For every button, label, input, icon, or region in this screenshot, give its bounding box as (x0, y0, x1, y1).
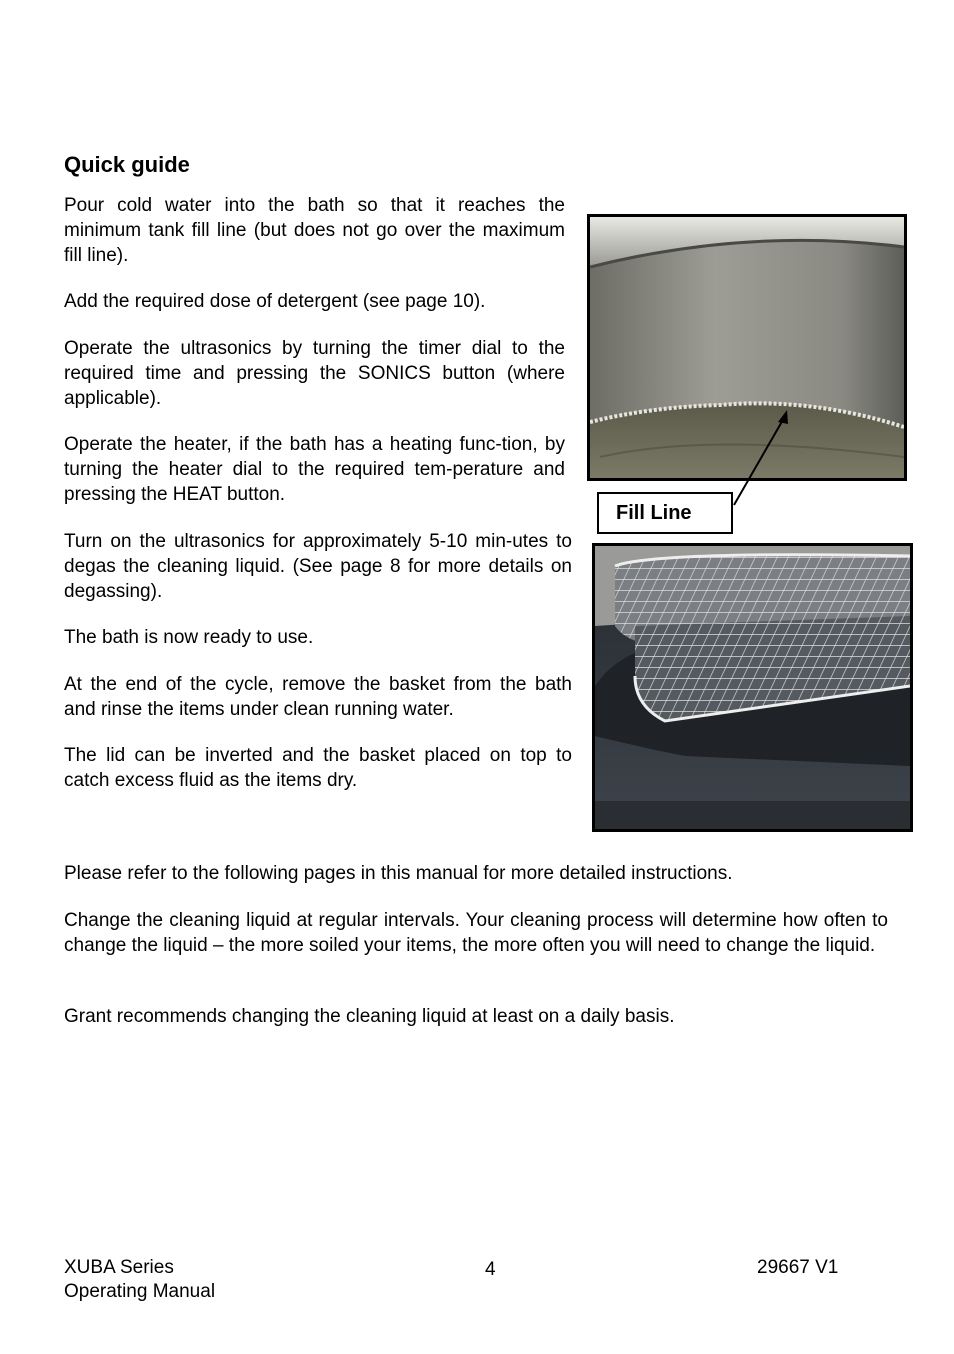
step-paragraph: Operate the heater, if the bath has a heating func-tion, by turning the heater dial to the required tem-perature and pressing the HEAT button. (64, 434, 565, 505)
page-title: Quick guide (64, 152, 190, 177)
step-paragraph: Add the required dose of detergent (see page 10). (64, 291, 486, 312)
footer-manual: Operating Manual (64, 1281, 216, 1302)
basket-on-lid-photo (592, 543, 913, 832)
step-paragraph: Turn on the ultrasonics for approximately 5-10 min-utes to degas the cleaning liquid. (See page 8 for more details on degassing). (64, 531, 572, 602)
body-paragraph: Grant recommends changing the cleaning liquid at least on a daily basis. (64, 1006, 675, 1027)
step-paragraph: Operate the ultrasonics by turning the timer dial to the required time and pressing the SONICS button (where applicable). (64, 338, 565, 409)
footer-series: XUBA Series (64, 1257, 174, 1278)
body-paragraph: Change the cleaning liquid at regular intervals. Your cleaning process will determine how often to change the liquid – the more soiled your items, the more often you will need to change the liquid. (64, 910, 888, 956)
doc-code: 29667 V1 (757, 1257, 839, 1278)
step-paragraph: The bath is now ready to use. (64, 627, 314, 648)
step-paragraph: Pour cold water into the bath so that it reaches the minimum tank fill line (but does not go over the maximum fill line). (64, 195, 565, 266)
fill-line-label: Fill Line (597, 492, 733, 534)
page-number: 4 (485, 1259, 496, 1280)
step-paragraph: The lid can be inverted and the basket placed on top to catch excess fluid as the items dry. (64, 745, 572, 791)
body-paragraph: Please refer to the following pages in this manual for more detailed instructions. (64, 863, 733, 884)
step-paragraph: At the end of the cycle, remove the basket from the bath and rinse the items under clean running water. (64, 674, 572, 720)
